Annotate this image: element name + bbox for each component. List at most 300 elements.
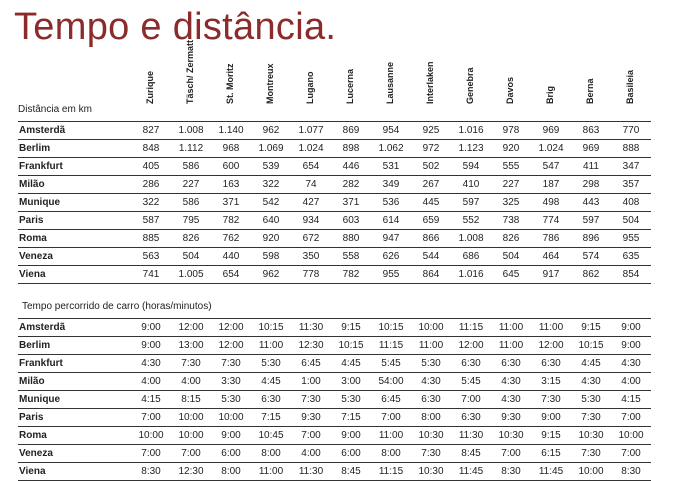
- column-header-label: Zurique: [145, 71, 155, 104]
- table-cell: 862: [571, 266, 611, 284]
- table-cell: 955: [611, 230, 651, 248]
- table-cell: 645: [491, 266, 531, 284]
- table-cell: 8:00: [211, 463, 251, 481]
- table-cell: 925: [411, 122, 451, 140]
- table-cell: 4:00: [171, 373, 211, 391]
- table-cell: 6:00: [331, 445, 371, 463]
- distance-caption: Distância em km: [18, 104, 92, 115]
- table-cell: 1.024: [291, 140, 331, 158]
- row-city: Roma: [18, 230, 131, 248]
- table-cell: 6:30: [531, 355, 571, 373]
- table-cell: 880: [331, 230, 371, 248]
- table-cell: 10:00: [611, 427, 651, 445]
- table-cell: 1.069: [251, 140, 291, 158]
- table-row: [18, 319, 651, 337]
- table-cell: 795: [171, 212, 211, 230]
- table-cell: 11:00: [491, 319, 531, 337]
- table-row: [18, 212, 651, 230]
- row-city: Paris: [18, 409, 131, 427]
- table-cell: 11:30: [291, 463, 331, 481]
- table-cell: 12:00: [211, 319, 251, 337]
- table-cell: 1.077: [291, 122, 331, 140]
- table-cell: 411: [571, 158, 611, 176]
- table-cell: 9:00: [331, 427, 371, 445]
- table-cell: 920: [491, 140, 531, 158]
- table-cell: 504: [611, 212, 651, 230]
- table-cell: 603: [331, 212, 371, 230]
- row-city: Veneza: [18, 445, 131, 463]
- table-cell: 968: [211, 140, 251, 158]
- row-city: Viena: [18, 266, 131, 284]
- table-cell: 282: [331, 176, 371, 194]
- table-cell: 9:00: [611, 337, 651, 355]
- table-cell: 8:00: [251, 445, 291, 463]
- table-row: [18, 248, 651, 266]
- table-row: [18, 373, 651, 391]
- table-cell: 4:00: [131, 373, 171, 391]
- table-cell: 10:30: [571, 427, 611, 445]
- table-cell: 898: [331, 140, 371, 158]
- row-city: Berlim: [18, 337, 131, 355]
- table-cell: 866: [411, 230, 451, 248]
- table-cell: 6:30: [451, 409, 491, 427]
- table-cell: 10:30: [491, 427, 531, 445]
- table-cell: 7:00: [171, 445, 211, 463]
- table-cell: 854: [611, 266, 651, 284]
- column-header: [330, 68, 370, 114]
- table-cell: 11:45: [451, 463, 491, 481]
- table-cell: 558: [331, 248, 371, 266]
- table-cell: 600: [211, 158, 251, 176]
- table-cell: 7:15: [251, 409, 291, 427]
- column-header-label: Davos: [505, 76, 515, 104]
- table-cell: 9:00: [211, 427, 251, 445]
- table-cell: 574: [571, 248, 611, 266]
- table-cell: 848: [131, 140, 171, 158]
- table-cell: 4:30: [131, 355, 171, 373]
- table-cell: 10:15: [251, 319, 291, 337]
- table-cell: 7:00: [291, 427, 331, 445]
- table-cell: 7:30: [531, 391, 571, 409]
- row-city: Amsterdã: [18, 122, 131, 140]
- table-cell: 4:45: [331, 355, 371, 373]
- table-cell: 3:00: [331, 373, 371, 391]
- table-cell: 11:00: [251, 337, 291, 355]
- table-cell: 227: [491, 176, 531, 194]
- table-cell: 4:15: [611, 391, 651, 409]
- table-cell: 7:15: [331, 409, 371, 427]
- row-city: Frankfurt: [18, 158, 131, 176]
- column-header-label: Basileia: [625, 69, 635, 104]
- table-cell: 774: [531, 212, 571, 230]
- table-row: [18, 409, 651, 427]
- table-cell: 440: [211, 248, 251, 266]
- table-cell: 7:30: [171, 355, 211, 373]
- table-cell: 10:00: [211, 409, 251, 427]
- column-header-label: Berna: [585, 78, 595, 104]
- table-cell: 163: [211, 176, 251, 194]
- table-cell: 11:00: [411, 337, 451, 355]
- column-header-label: Täsch/ Zermatt: [185, 39, 195, 104]
- column-header-label: St. Moritz: [225, 63, 235, 104]
- table-cell: 371: [331, 194, 371, 212]
- table-cell: 4:30: [411, 373, 451, 391]
- row-city: Paris: [18, 212, 131, 230]
- table-cell: 445: [411, 194, 451, 212]
- table-cell: 917: [531, 266, 571, 284]
- row-city: Frankfurt: [18, 355, 131, 373]
- table-cell: 536: [371, 194, 411, 212]
- table-cell: 7:00: [491, 445, 531, 463]
- column-header: [210, 63, 250, 114]
- table-cell: 7:30: [291, 391, 331, 409]
- table-row: [18, 176, 651, 194]
- table-cell: 9:00: [531, 409, 571, 427]
- table-cell: 827: [131, 122, 171, 140]
- table-cell: 969: [531, 122, 571, 140]
- table-cell: 6:00: [211, 445, 251, 463]
- table-cell: 954: [371, 122, 411, 140]
- table-cell: 11:00: [531, 319, 571, 337]
- table-cell: 9:15: [331, 319, 371, 337]
- table-cell: 12:00: [531, 337, 571, 355]
- distance-table: [18, 121, 651, 284]
- table-cell: 4:00: [611, 373, 651, 391]
- table-cell: 8:00: [411, 409, 451, 427]
- table-row: [18, 158, 651, 176]
- table-cell: 920: [251, 230, 291, 248]
- table-cell: 864: [411, 266, 451, 284]
- table-cell: 9:30: [491, 409, 531, 427]
- table-cell: 6:30: [411, 391, 451, 409]
- column-header: [290, 71, 330, 114]
- table-cell: 227: [171, 176, 211, 194]
- table-cell: 9:00: [131, 337, 171, 355]
- table-cell: 6:15: [531, 445, 571, 463]
- column-header: [370, 61, 410, 114]
- table-cell: 498: [531, 194, 571, 212]
- table-cell: 972: [411, 140, 451, 158]
- table-cell: 322: [131, 194, 171, 212]
- table-cell: 9:00: [611, 319, 651, 337]
- table-cell: 552: [451, 212, 491, 230]
- column-header: [170, 39, 210, 114]
- table-row: [18, 230, 651, 248]
- table-cell: 4:00: [291, 445, 331, 463]
- table-cell: 443: [571, 194, 611, 212]
- table-cell: 786: [531, 230, 571, 248]
- table-cell: 502: [411, 158, 451, 176]
- table-row: [18, 463, 651, 481]
- table-cell: 885: [131, 230, 171, 248]
- table-cell: 7:30: [571, 445, 611, 463]
- table-cell: 544: [411, 248, 451, 266]
- table-cell: 9:15: [531, 427, 571, 445]
- table-cell: 8:30: [611, 463, 651, 481]
- table-cell: 4:45: [571, 355, 611, 373]
- table-cell: 531: [371, 158, 411, 176]
- time-table: [18, 318, 651, 481]
- table-cell: 8:30: [131, 463, 171, 481]
- table-cell: 12:30: [291, 337, 331, 355]
- table-cell: 9:15: [571, 319, 611, 337]
- table-cell: 738: [491, 212, 531, 230]
- column-header-label: Brig: [545, 86, 555, 104]
- table-cell: 955: [371, 266, 411, 284]
- table-cell: 5:30: [411, 355, 451, 373]
- table-cell: 635: [611, 248, 651, 266]
- table-cell: 8:15: [171, 391, 211, 409]
- table-cell: 4:30: [611, 355, 651, 373]
- table-cell: 12:00: [451, 337, 491, 355]
- column-header-label: Lugano: [305, 71, 315, 104]
- table-cell: 1.112: [171, 140, 211, 158]
- time-caption: Tempo percorrido de carro (horas/minutos): [22, 301, 212, 312]
- column-header: [530, 76, 570, 114]
- table-cell: 6:45: [291, 355, 331, 373]
- table-cell: 7:30: [211, 355, 251, 373]
- column-header-label: Lausanne: [385, 61, 395, 104]
- table-cell: 4:30: [491, 373, 531, 391]
- table-cell: 10:00: [131, 427, 171, 445]
- table-cell: 659: [411, 212, 451, 230]
- table-cell: 782: [331, 266, 371, 284]
- row-city: Munique: [18, 194, 131, 212]
- table-cell: 547: [531, 158, 571, 176]
- table-row: [18, 194, 651, 212]
- table-row: [18, 427, 651, 445]
- table-cell: 1.008: [171, 122, 211, 140]
- row-city: Amsterdã: [18, 319, 131, 337]
- table-cell: 597: [571, 212, 611, 230]
- table-cell: 11:30: [451, 427, 491, 445]
- table-cell: 7:00: [611, 445, 651, 463]
- table-cell: 654: [291, 158, 331, 176]
- table-cell: 325: [491, 194, 531, 212]
- column-header: [410, 61, 450, 114]
- table-cell: 11:30: [291, 319, 331, 337]
- page-title: Tempo e distância.: [14, 6, 337, 48]
- table-cell: 10:00: [171, 427, 211, 445]
- column-header-label: Genebra: [465, 67, 475, 104]
- table-cell: 542: [251, 194, 291, 212]
- table-cell: 5:45: [371, 355, 411, 373]
- table-row: [18, 355, 651, 373]
- table-cell: 826: [491, 230, 531, 248]
- table-cell: 587: [131, 212, 171, 230]
- row-city: Roma: [18, 427, 131, 445]
- table-cell: 408: [611, 194, 651, 212]
- table-cell: 586: [171, 194, 211, 212]
- table-cell: 7:30: [411, 445, 451, 463]
- table-cell: 5:30: [251, 355, 291, 373]
- table-cell: 11:15: [371, 463, 411, 481]
- row-city: Munique: [18, 391, 131, 409]
- table-cell: 54:00: [371, 373, 411, 391]
- table-cell: 10:15: [571, 337, 611, 355]
- table-cell: 1.005: [171, 266, 211, 284]
- table-cell: 10:30: [411, 427, 451, 445]
- column-header-label: Montreux: [265, 63, 275, 104]
- table-cell: 8:45: [331, 463, 371, 481]
- table-cell: 74: [291, 176, 331, 194]
- table-cell: 563: [131, 248, 171, 266]
- column-header-label: Lucerna: [345, 68, 355, 104]
- table-cell: 4:45: [251, 373, 291, 391]
- table-cell: 11:15: [371, 337, 411, 355]
- table-cell: 7:00: [131, 409, 171, 427]
- table-cell: 350: [291, 248, 331, 266]
- table-cell: 686: [451, 248, 491, 266]
- table-cell: 4:15: [131, 391, 171, 409]
- table-cell: 10:15: [331, 337, 371, 355]
- table-cell: 10:00: [411, 319, 451, 337]
- table-cell: 741: [131, 266, 171, 284]
- table-cell: 11:45: [531, 463, 571, 481]
- table-cell: 286: [131, 176, 171, 194]
- table-cell: 640: [251, 212, 291, 230]
- column-header: [250, 63, 290, 114]
- table-cell: 7:00: [371, 409, 411, 427]
- table-cell: 555: [491, 158, 531, 176]
- table-cell: 12:00: [211, 337, 251, 355]
- table-cell: 762: [211, 230, 251, 248]
- table-cell: 349: [371, 176, 411, 194]
- table-cell: 1.140: [211, 122, 251, 140]
- table-cell: 826: [171, 230, 211, 248]
- table-row: [18, 337, 651, 355]
- table-cell: 504: [171, 248, 211, 266]
- table-cell: 187: [531, 176, 571, 194]
- table-cell: 267: [411, 176, 451, 194]
- row-city: Milão: [18, 373, 131, 391]
- table-cell: 1.123: [451, 140, 491, 158]
- table-cell: 8:30: [491, 463, 531, 481]
- table-cell: 427: [291, 194, 331, 212]
- table-cell: 11:00: [491, 337, 531, 355]
- table-row: [18, 445, 651, 463]
- row-city: Milão: [18, 176, 131, 194]
- table-cell: 10:15: [371, 319, 411, 337]
- table-cell: 298: [571, 176, 611, 194]
- table-cell: 962: [251, 122, 291, 140]
- row-city: Berlim: [18, 140, 131, 158]
- table-cell: 7:00: [131, 445, 171, 463]
- table-cell: 5:45: [451, 373, 491, 391]
- table-cell: 598: [251, 248, 291, 266]
- table-cell: 405: [131, 158, 171, 176]
- table-cell: 4:30: [571, 373, 611, 391]
- column-header: [130, 71, 170, 114]
- row-city: Viena: [18, 463, 131, 481]
- table-cell: 1.016: [451, 266, 491, 284]
- table-cell: 371: [211, 194, 251, 212]
- table-cell: 1.062: [371, 140, 411, 158]
- table-cell: 672: [291, 230, 331, 248]
- table-cell: 782: [211, 212, 251, 230]
- table-row: [18, 140, 651, 158]
- table-cell: 7:00: [451, 391, 491, 409]
- table-cell: 12:00: [171, 319, 211, 337]
- row-city: Veneza: [18, 248, 131, 266]
- table-cell: 896: [571, 230, 611, 248]
- table-cell: 11:00: [251, 463, 291, 481]
- table-cell: 6:30: [451, 355, 491, 373]
- table-cell: 3:15: [531, 373, 571, 391]
- table-cell: 10:00: [171, 409, 211, 427]
- table-cell: 8:45: [451, 445, 491, 463]
- table-cell: 464: [531, 248, 571, 266]
- table-cell: 626: [371, 248, 411, 266]
- table-cell: 10:30: [411, 463, 451, 481]
- table-cell: 7:00: [611, 409, 651, 427]
- table-cell: 12:30: [171, 463, 211, 481]
- table-cell: 770: [611, 122, 651, 140]
- table-cell: 969: [571, 140, 611, 158]
- table-cell: 11:15: [451, 319, 491, 337]
- table-row: [18, 122, 651, 140]
- table-cell: 347: [611, 158, 651, 176]
- table-cell: 10:00: [571, 463, 611, 481]
- table-cell: 9:30: [291, 409, 331, 427]
- table-cell: 978: [491, 122, 531, 140]
- table-cell: 13:00: [171, 337, 211, 355]
- table-cell: 6:45: [371, 391, 411, 409]
- column-header: [450, 67, 490, 114]
- table-cell: 947: [371, 230, 411, 248]
- table-cell: 410: [451, 176, 491, 194]
- table-cell: 1.008: [451, 230, 491, 248]
- table-cell: 4:30: [491, 391, 531, 409]
- table-row: [18, 266, 651, 284]
- table-cell: 863: [571, 122, 611, 140]
- table-cell: 586: [171, 158, 211, 176]
- column-header: [490, 76, 530, 114]
- table-cell: 1.016: [451, 122, 491, 140]
- column-header: [570, 76, 610, 114]
- column-header-label: Interlaken: [425, 61, 435, 104]
- table-cell: 9:00: [131, 319, 171, 337]
- table-cell: 1:00: [291, 373, 331, 391]
- table-cell: 962: [251, 266, 291, 284]
- table-cell: 504: [491, 248, 531, 266]
- column-header: [610, 69, 650, 114]
- table-cell: 594: [451, 158, 491, 176]
- table-cell: 888: [611, 140, 651, 158]
- table-cell: 357: [611, 176, 651, 194]
- table-cell: 869: [331, 122, 371, 140]
- table-cell: 1.024: [531, 140, 571, 158]
- table-cell: 5:30: [571, 391, 611, 409]
- table-cell: 6:30: [491, 355, 531, 373]
- table-cell: 446: [331, 158, 371, 176]
- table-cell: 597: [451, 194, 491, 212]
- table-cell: 654: [211, 266, 251, 284]
- table-cell: 614: [371, 212, 411, 230]
- table-cell: 3:30: [211, 373, 251, 391]
- table-cell: 778: [291, 266, 331, 284]
- table-cell: 8:00: [371, 445, 411, 463]
- table-cell: 5:30: [211, 391, 251, 409]
- table-cell: 7:30: [571, 409, 611, 427]
- table-cell: 10:45: [251, 427, 291, 445]
- table-cell: 934: [291, 212, 331, 230]
- table-cell: 539: [251, 158, 291, 176]
- table-row: [18, 391, 651, 409]
- table-cell: 6:30: [251, 391, 291, 409]
- table-cell: 322: [251, 176, 291, 194]
- table-cell: 11:00: [371, 427, 411, 445]
